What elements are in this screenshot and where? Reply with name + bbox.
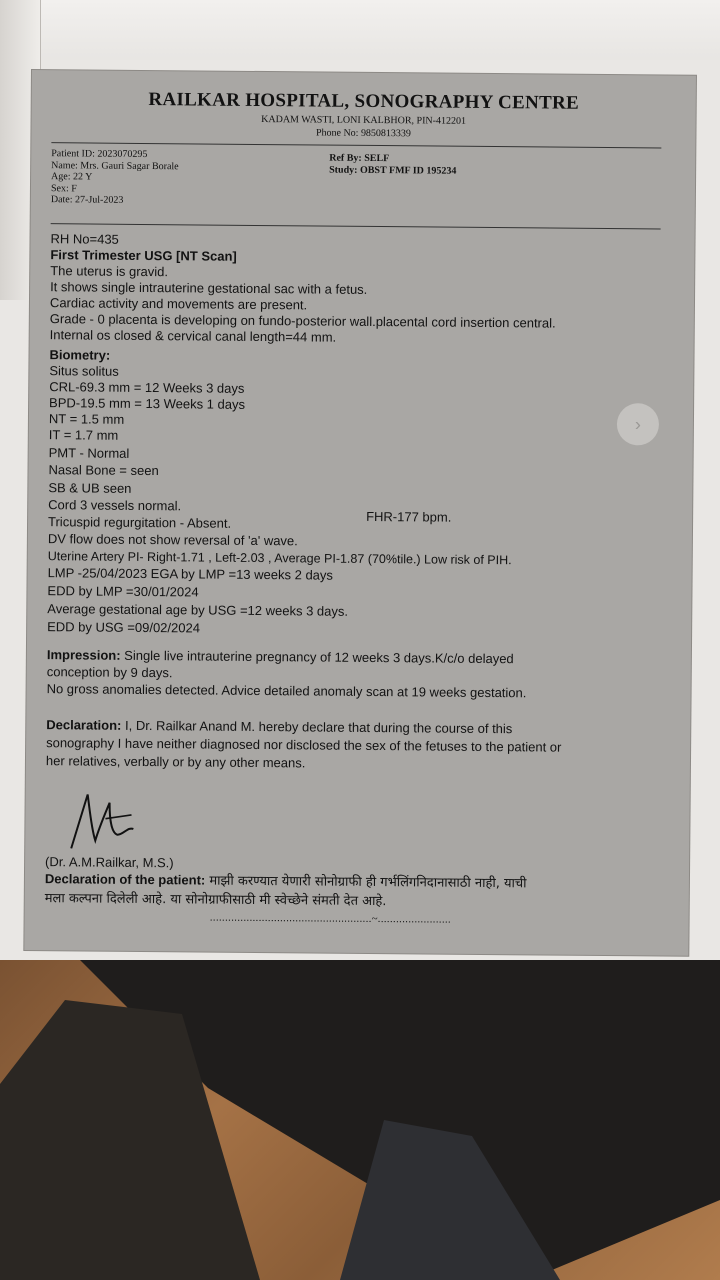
- referral-info: [329, 153, 456, 177]
- doctor-signature: [65, 788, 146, 859]
- hospital-name: RAILKAR HOSPITAL, SONOGRAPHY CENTRE: [148, 89, 580, 114]
- fetal-heart-rate: FHR-177 bpm.: [366, 508, 452, 525]
- patient-sex: Sex: F: [50, 182, 77, 194]
- biometry-line: BPD-19.5 mm = 13 Weeks 1 days: [49, 395, 246, 412]
- finding-line: Internal os closed & cervical canal length=44 mm.: [49, 327, 337, 345]
- biometry-line: Tricuspid regurgitation - Absent.: [47, 514, 232, 531]
- header-divider: [51, 142, 661, 148]
- biometry-line: Nasal Bone = seen: [48, 462, 159, 479]
- finding-line: The uterus is gravid.: [50, 263, 169, 280]
- finding-line: Cardiac activity and movements are present.: [49, 295, 308, 313]
- biometry-line: Average gestational age by USG =12 weeks 3 days.: [47, 601, 349, 619]
- biometry-heading: Biometry:: [49, 347, 111, 363]
- biometry-line: EDD by USG =09/02/2024: [47, 619, 201, 636]
- declaration-line: [46, 717, 512, 737]
- next-page-icon[interactable]: ›: [617, 403, 659, 445]
- declaration-line: sonography I have neither diagnosed nor disclosed the sex of the fetuses to the patient or: [46, 735, 562, 755]
- study: Study: OBST FMF ID 195234: [329, 164, 457, 177]
- patient-signature-line: .....................................................~........................: [209, 911, 451, 926]
- biometry-line: NT = 1.5 mm: [48, 411, 125, 427]
- biometry-line: CRL-69.3 mm = 12 Weeks 3 days: [49, 379, 245, 396]
- impression-text: Single live intrauterine pregnancy of 12 weeks 3 days.K/c/o delayed: [120, 647, 514, 667]
- biometry-line: LMP -25/04/2023 EGA by LMP =13 weeks 2 days: [47, 565, 334, 583]
- info-divider: [51, 223, 661, 229]
- biometry-line: DV flow does not show reversal of 'a' wave.: [47, 531, 298, 549]
- patient-name: Name: Mrs. Gauri Sagar Borale: [51, 159, 179, 172]
- rh-number: RH No=435: [50, 231, 119, 247]
- doctor-name: (Dr. A.M.Railkar, M.S.): [45, 854, 174, 871]
- patient-declaration-text: माझी करण्यात येणारी सोनोग्राफी ही गर्भलिंगनिदानासाठी नाही, याची: [205, 873, 527, 892]
- declaration-line: her relatives, verbally or by any other means.: [45, 753, 306, 771]
- biometry-line: Situs solitus: [49, 363, 119, 379]
- biometry-line: IT = 1.7 mm: [48, 427, 119, 443]
- declaration-text: I, Dr. Railkar Anand M. hereby declare that during the course of this: [121, 717, 513, 737]
- impression-line: conception by 9 days.: [46, 664, 173, 681]
- biometry-line: Uterine Artery PI- Right-1.71 , Left-2.03 , Average PI-1.87 (70%tile.) Low risk of PIH.: [47, 549, 512, 568]
- patient-declaration-line: मला कल्पना दिलेली आहे. या सोनोग्राफीसाठी मी स्वेच्छेने संमती देत आहे.: [44, 891, 387, 910]
- patient-age: Age: 22 Y: [51, 171, 93, 183]
- hospital-phone: Phone No: 9850813339: [315, 127, 412, 140]
- biometry-line: EDD by LMP =30/01/2024: [47, 583, 199, 600]
- hospital-address: KADAM WASTI, LONI KALBHOR, PIN-412201: [261, 114, 467, 127]
- impression-label: Impression:: [46, 647, 121, 663]
- patient-id: Patient ID: 2023070295: [51, 148, 148, 161]
- patient-declaration-line: [45, 871, 527, 892]
- finding-line: Grade - 0 placenta is developing on fundo-posterior wall.placental cord insertion central.: [49, 311, 556, 331]
- biometry-line: SB & UB seen: [48, 480, 132, 496]
- sonography-report: [24, 70, 696, 956]
- impression-line: No gross anomalies detected. Advice detailed anomaly scan at 19 weeks gestation.: [46, 681, 527, 701]
- biometry-line: PMT - Normal: [48, 445, 130, 461]
- report-date: Date: 27-Jul-2023: [50, 194, 124, 206]
- ref-by: Ref By: SELF: [329, 152, 390, 165]
- report-title: First Trimester USG [NT Scan]: [50, 247, 237, 264]
- declaration-label: Declaration:: [46, 717, 122, 733]
- biometry-line: Cord 3 vessels normal.: [48, 497, 182, 514]
- patient-info: [51, 148, 179, 207]
- patient-declaration-label: Declaration of the patient:: [44, 871, 206, 888]
- finding-line: It shows single intrauterine gestational sac with a fetus.: [50, 279, 368, 297]
